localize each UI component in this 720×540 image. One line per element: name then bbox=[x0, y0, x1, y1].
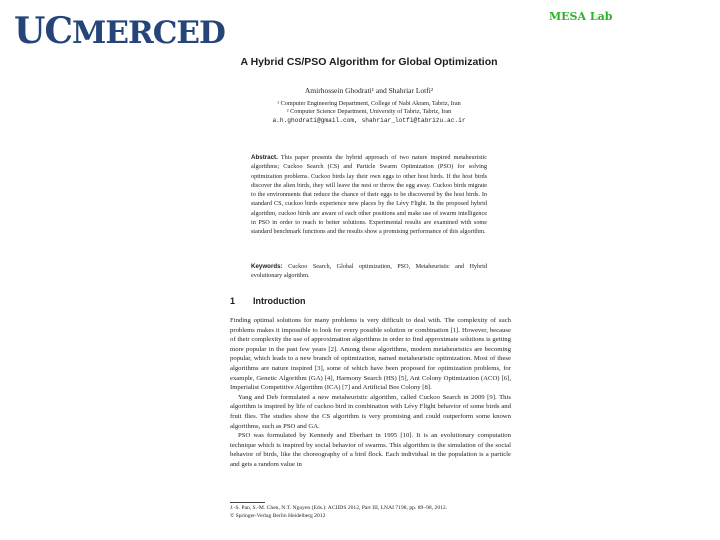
lab-label: MESA Lab bbox=[549, 10, 613, 23]
keywords-label: Keywords: bbox=[251, 263, 283, 270]
paragraph-3: PSO was formulated by Kennedy and Eberhart in 1995 [10]. It is an evolutionary computation technique which is inspired by social behavior of swarms. This algorithm is the simulation of the social behavior of birds, like the choreography of a bird flock. Each individual in the population is a particle and gets a random value in bbox=[230, 432, 511, 468]
affiliation-1: ¹ Computer Engineering Department, College of Nabi Akram, Tabriz, Iran bbox=[277, 100, 461, 107]
section-number: 1 bbox=[230, 296, 236, 306]
keywords-text: Cuckoo Search, Global optimization, PSO, Metaheuristic and Hybrid evolutionary algorithm. bbox=[251, 263, 487, 280]
affiliation-2: ² Computer Science Department, University of Tabriz, Tabriz, Iran bbox=[286, 108, 452, 115]
section-title: Introduction bbox=[253, 296, 306, 306]
abstract-label: Abstract. bbox=[251, 154, 278, 161]
abstract bbox=[251, 153, 487, 237]
paper-header bbox=[226, 56, 512, 124]
uc-merced-logo bbox=[14, 10, 225, 50]
author-emails: a.h.ghodrati@gmail.com, shahriar_lotfi@tabrizu.ac.ir bbox=[272, 117, 466, 124]
section-heading bbox=[230, 296, 306, 306]
footnote-copyright: © Springer-Verlag Berlin Heidelberg 2012 bbox=[230, 512, 326, 519]
footnote-citation: J.-S. Pan, S.-M. Chen, N.T. Nguyen (Eds.): ACIIDS 2012, Part III, LNAI 7198, pp. 89–98, 2012. bbox=[230, 505, 448, 511]
keywords bbox=[251, 262, 487, 281]
abstract-text: This paper presents the hybrid approach of two nature inspired metaheuristic algorithms; Cuckoo Search (CS) and Particle Swarm Optimization (PSO) for solving optimization problems. Cuckoo birds lay their own eggs to other host birds. If the host birds discover the alien birds, they will leave the nest or throw the egg away. Cuckoo birds migrate to the environments that reduce the chance of their eggs to be discovered by the host birds. In standard CS, cuckoo birds experience new places by the Lévy Flight. In the proposed hybrid algorithm, cuckoo birds are aware of each other positions and make use of swarm intelligence in PSO in order to reach to better solutions. Experimental results are examined with some standard benchmark functions and the results show a promising performance of this algorithm. bbox=[251, 154, 487, 236]
paragraph-1: Finding optimal solutions for many problems is very difficult to deal with. The complexity of such problems makes it impossible to look for every possible solution or combination [1]. However, because of their complexity the use of approximation algorithms in order to find approximate solutions is getting more popular in the past few years [2]. Among these algorithms, modern metaheuristics are becoming popular, which leads to a new branch of optimization, named metaheuristic optimization. Most of these algorithms are nature inspired [3], some of which have been proposed for optimization problems, for example, Genetic Algorithm (GA) [4], Harmony Search (HS) [5], Ant Colony Optimization (ACO) [6], Imperialist Competitive Algorithm (ICA) [7] and Artificial Bee Colony [8]. bbox=[230, 317, 511, 392]
introduction-body bbox=[230, 316, 511, 470]
footnote bbox=[230, 505, 511, 521]
logo-uc: UC bbox=[14, 10, 73, 52]
paper-title: A Hybrid CS/PSO Algorithm for Global Optimization bbox=[240, 56, 498, 68]
footnote-rule bbox=[230, 502, 265, 503]
logo-merced: MERCED bbox=[72, 15, 225, 51]
paper-authors: Amirhossein Ghodrati¹ and Shahriar Lotfi² bbox=[304, 86, 434, 95]
paragraph-2: Yang and Deb formulated a new metaheuristic algorithm, called Cuckoo Search in 2009 [9]. This algorithm is inspired by life of cuckoo bird in combination with Lévy Flight behavior of some birds and fruit flies. The studies show the CS algorithm is very promising and could outperform some known algorithms, such as PSO and GA. bbox=[230, 393, 511, 430]
